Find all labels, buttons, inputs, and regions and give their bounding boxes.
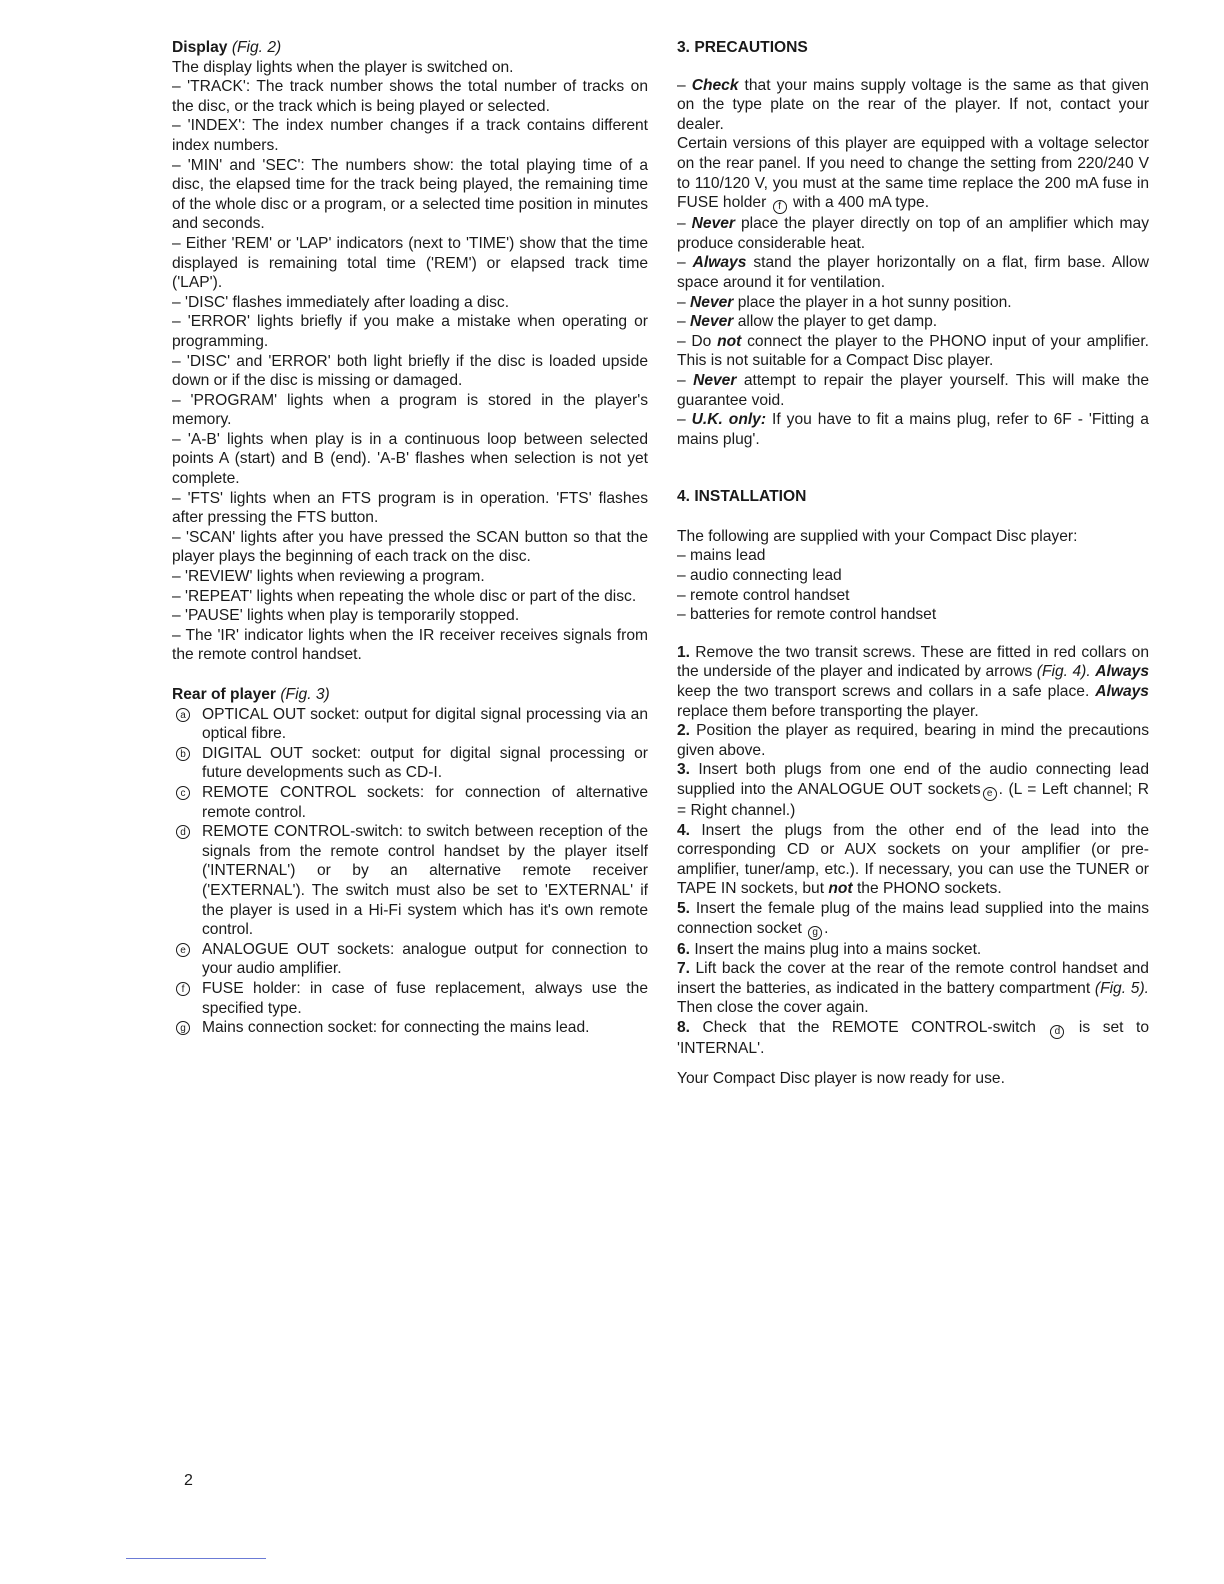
rear-item-g: g Mains connection socket: for connecting the mains lead.	[172, 1018, 648, 1038]
precautions-heading: 3. PRECAUTIONS	[677, 39, 808, 56]
footer-rule	[126, 1558, 266, 1559]
circle-e-marker: e	[983, 787, 997, 801]
installation-closing: Your Compact Disc player is now ready for use.	[677, 1069, 1005, 1087]
rear-item-a: a OPTICAL OUT socket: output for digital signal processing via an optical fibre.	[172, 705, 648, 744]
rear-item-c: c REMOTE CONTROL sockets: for connection of alternative remote control.	[172, 783, 648, 822]
precaution-item: – Always stand the player horizontally on a flat, firm base. Allow space around it for ventilation.	[677, 254, 1149, 291]
circle-d-marker: d	[176, 825, 190, 839]
display-item-fts: – 'FTS' lights when an FTS program is in operation. 'FTS' flashes after pressing the FTS button.	[172, 489, 648, 527]
install-step-2: 2. Position the player as required, bearing in mind the precautions given above.	[677, 722, 1149, 759]
install-step-8: 8. Check that the REMOTE CONTROL-switch d is set to 'INTERNAL'.	[677, 1018, 1149, 1057]
circle-d-marker: d	[1050, 1025, 1064, 1039]
display-item-ir: – The 'IR' indicator lights when the IR receiver receives signals from the remote control handset.	[172, 626, 648, 664]
display-item-review: – 'REVIEW' lights when reviewing a program.	[172, 568, 485, 586]
circle-g-marker: g	[176, 1021, 190, 1035]
display-item-track: – 'TRACK': The track number shows the total number of tracks on the disc, or the track which is being played or selected.	[172, 78, 648, 115]
display-item-disc-error: – 'DISC' and 'ERROR' both light briefly if the disc is loaded upside down or if the disc is missing or damaged.	[172, 352, 648, 390]
display-item-error: – 'ERROR' lights briefly if you make a mistake when operating or programming.	[172, 313, 648, 350]
rear-item-d: d REMOTE CONTROL-switch: to switch between reception of the signals from the remote control handset by the player itself ('INTERNAL') or by an alternative remote receiver ('EXTERNAL'). The switch must also be set to 'EXTERNAL' if the player is used in a Hi-Fi system which has it's own remote control.	[172, 822, 648, 940]
page-number: 2	[184, 1472, 193, 1489]
precaution-item: – Never attempt to repair the player yourself. This will make the guarantee void.	[677, 371, 1149, 409]
installation-intro: The following are supplied with your Compact Disc player:	[677, 527, 1078, 545]
display-fig-ref: (Fig. 2)	[231, 39, 282, 56]
display-item-program: – 'PROGRAM' lights when a program is stored in the player's memory.	[172, 391, 648, 429]
display-intro: The display lights when the player is switched on.	[172, 58, 514, 76]
left-column	[172, 38, 648, 1038]
rear-item-e: e ANALOGUE OUT sockets: analogue output for connection to your audio amplifier.	[172, 940, 648, 979]
display-heading	[172, 38, 648, 58]
precaution-item: – Do not connect the player to the PHONO input of your amplifier. This is not suitable for a Compact Disc player.	[677, 332, 1149, 370]
supplied-item: – audio connecting lead	[677, 567, 842, 585]
circle-f-marker: f	[176, 982, 190, 996]
install-step-5: 5. Insert the female plug of the mains lead supplied into the mains connection socket g .	[677, 899, 1149, 938]
rear-item-b: b DIGITAL OUT socket: output for digital signal processing or future developments such as CD-I.	[172, 744, 648, 783]
precaution-item: – Never place the player in a hot sunny position.	[677, 293, 1012, 311]
supplied-item: – batteries for remote control handset	[677, 606, 937, 624]
rear-heading	[172, 685, 648, 705]
right-column	[677, 38, 1149, 1088]
display-item-scan: – 'SCAN' lights after you have pressed the SCAN button so that the player plays the beginning of each track on the disc.	[172, 528, 648, 566]
circle-a-marker: a	[176, 708, 190, 722]
circle-b-marker: b	[176, 747, 190, 761]
display-item-repeat: – 'REPEAT' lights when repeating the whole disc or part of the disc.	[172, 587, 637, 605]
rear-item-f: f FUSE holder: in case of fuse replacement, always use the specified type.	[172, 979, 648, 1018]
display-item-a-b: – 'A-B' lights when play is in a continuous loop between selected points A (start) and B (end). 'A-B' flashes when selection is not yet complete.	[172, 430, 648, 488]
precaution-item: – Never place the player directly on top of an amplifier which may produce considerable heat.	[677, 215, 1149, 252]
display-title: Display	[172, 39, 228, 56]
display-item-pause: – 'PAUSE' lights when play is temporarily stopped.	[172, 607, 520, 625]
precaution-item: – Never allow the player to get damp.	[677, 313, 938, 331]
precautions-voltage-selector: Certain versions of this player are equipped with a voltage selector on the rear panel. If you need to change the setting from 220/240 V to 110/120 V, you must at the same time replace the 200 mA fuse in FUSE holder f with a 400 mA type.	[677, 135, 1149, 213]
rear-title: Rear of player	[172, 686, 277, 703]
display-item-rem-lap: – Either 'REM' or 'LAP' indicators (next to 'TIME') show that the time displayed is remaining total time ('REM') or elapsed track time ('LAP').	[172, 234, 648, 292]
supplied-item: – remote control handset	[677, 586, 850, 604]
circle-g-marker: g	[808, 926, 822, 940]
display-item-min-sec: – 'MIN' and 'SEC': The numbers show: the total playing time of a disc, the elapsed time for the track being played, the remaining time of the whole disc or a program, or a selected time position in minutes and seconds.	[172, 156, 648, 233]
circle-e-marker: e	[176, 943, 190, 957]
install-step-6: 6. Insert the mains plug into a mains socket.	[677, 940, 982, 958]
rear-fig-ref: (Fig. 3)	[280, 686, 330, 703]
circle-c-marker: c	[176, 786, 190, 800]
install-step-4: 4. Insert the plugs from the other end of the lead into the corresponding CD or AUX sockets on your amplifier (or pre-amplifier, tuner/amp, etc.). If necessary, you can use the TUNER or TAPE IN sockets, but not the PHONO sockets.	[677, 821, 1149, 898]
supplied-item: – mains lead	[677, 547, 766, 565]
install-step-7: 7. Lift back the cover at the rear of the remote control handset and insert the batteries, as indicated in the battery compartment (Fig. 5). Then close the cover again.	[677, 960, 1149, 1017]
install-step-3: 3. Insert both plugs from one end of the audio connecting lead supplied into the ANALOGUE OUT sockets e . (L = Left channel; R = Right channel.)	[677, 761, 1149, 819]
circle-f-marker: f	[773, 200, 787, 214]
install-step-1: 1. Remove the two transit screws. These are fitted in red collars on the underside of the player and indicated by arrows (Fig. 4). Always keep the two transport screws and collars in a safe place. Always replace them before transporting the player.	[677, 643, 1149, 720]
precautions-check: – Check that your mains supply voltage is the same as that given on the type plate on the rear of the player. If not, contact your dealer.	[677, 76, 1149, 133]
display-item-index: – 'INDEX': The index number changes if a track contains different index numbers.	[172, 117, 648, 154]
display-item-disc: – 'DISC' flashes immediately after loading a disc.	[172, 293, 510, 311]
installation-heading: 4. INSTALLATION	[677, 488, 807, 506]
precaution-item: – U.K. only: If you have to fit a mains plug, refer to 6F - 'Fitting a mains plug'.	[677, 411, 1149, 448]
